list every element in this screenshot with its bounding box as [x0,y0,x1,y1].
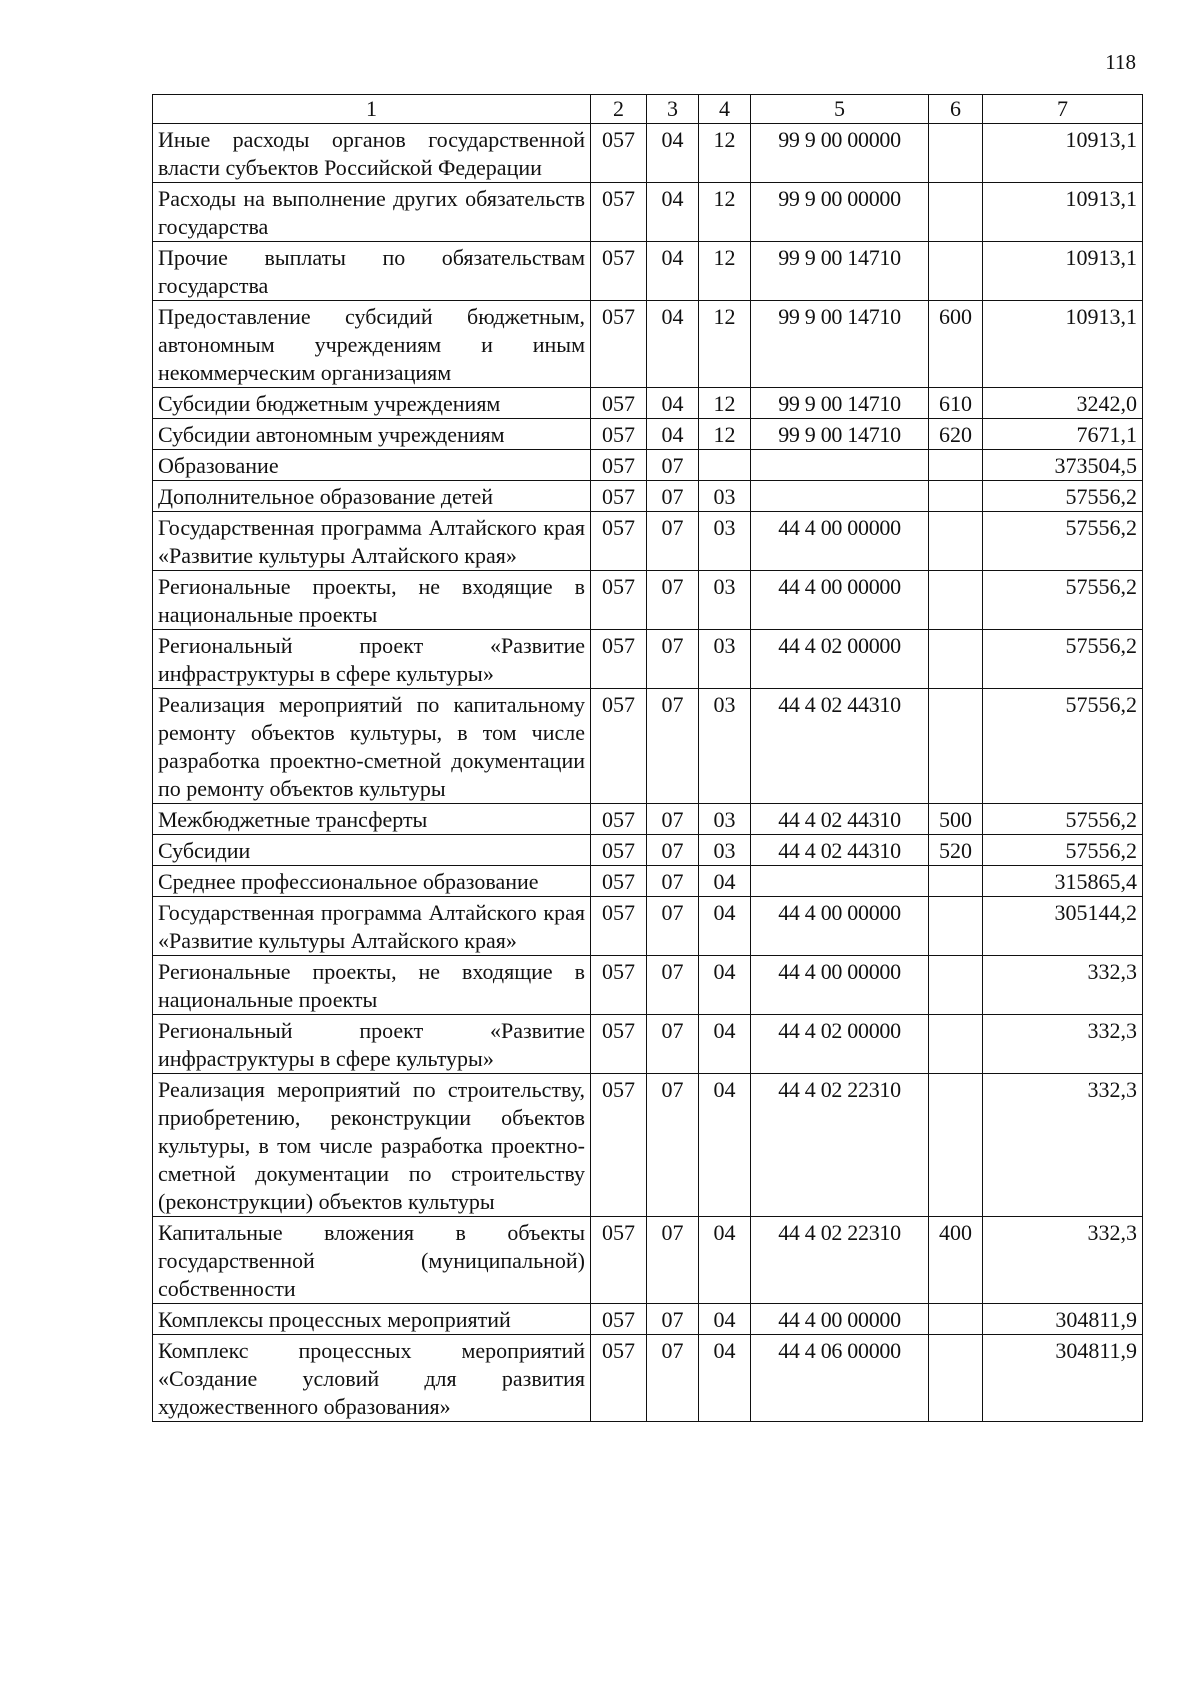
table-header-row [153,95,1143,124]
target-article-cell [751,866,929,897]
section-cell: 07 [647,630,699,689]
expense-type-cell [929,512,983,571]
expense-type-cell [929,1304,983,1335]
table-row [153,689,1143,804]
target-article-cell: 44 4 00 00000 [751,1304,929,1335]
amount-cell: 315865,4 [983,866,1143,897]
ministry-code-cell: 057 [591,512,647,571]
amount-cell: 57556,2 [983,481,1143,512]
header-col-5: 5 [751,95,929,124]
section-cell: 07 [647,866,699,897]
subsection-cell: 04 [699,956,751,1015]
subsection-cell: 04 [699,897,751,956]
ministry-code-cell: 057 [591,630,647,689]
expense-type-cell [929,897,983,956]
expense-type-cell [929,242,983,301]
subsection-cell: 12 [699,419,751,450]
table-row [153,183,1143,242]
section-cell: 04 [647,301,699,388]
name-cell: Прочие выплаты по обязательствам государства [153,242,591,301]
name-cell: Комплексы процессных мероприятий [153,1304,591,1335]
amount-cell: 57556,2 [983,512,1143,571]
expense-type-cell [929,956,983,1015]
budget-table [152,94,1143,1422]
subsection-cell: 03 [699,481,751,512]
ministry-code-cell: 057 [591,897,647,956]
header-col-7: 7 [983,95,1143,124]
section-cell: 07 [647,1335,699,1422]
target-article-cell: 99 9 00 00000 [751,124,929,183]
subsection-cell: 04 [699,1335,751,1422]
expense-type-cell [929,571,983,630]
subsection-cell: 12 [699,124,751,183]
table-row [153,1304,1143,1335]
ministry-code-cell: 057 [591,1015,647,1074]
amount-cell: 332,3 [983,1015,1143,1074]
expense-type-cell: 400 [929,1217,983,1304]
expense-type-cell: 500 [929,804,983,835]
ministry-code-cell: 057 [591,183,647,242]
subsection-cell: 04 [699,866,751,897]
ministry-code-cell: 057 [591,242,647,301]
amount-cell: 10913,1 [983,183,1143,242]
ministry-code-cell: 057 [591,866,647,897]
amount-cell: 57556,2 [983,630,1143,689]
subsection-cell: 03 [699,835,751,866]
amount-cell: 10913,1 [983,124,1143,183]
expense-type-cell: 610 [929,388,983,419]
section-cell: 07 [647,571,699,630]
amount-cell: 304811,9 [983,1304,1143,1335]
name-cell: Региональные проекты, не входящие в национальные проекты [153,571,591,630]
ministry-code-cell: 057 [591,388,647,419]
expense-type-cell [929,866,983,897]
section-cell: 07 [647,835,699,866]
ministry-code-cell: 057 [591,835,647,866]
name-cell: Дополнительное образование детей [153,481,591,512]
target-article-cell [751,481,929,512]
amount-cell: 10913,1 [983,242,1143,301]
name-cell: Реализация мероприятий по капитальному ремонту объектов культуры, в том числе разработка проектно-сметной документации по ремонту объектов культуры [153,689,591,804]
subsection-cell [699,450,751,481]
target-article-cell: 44 4 00 00000 [751,897,929,956]
target-article-cell: 44 4 02 22310 [751,1217,929,1304]
target-article-cell: 99 9 00 14710 [751,419,929,450]
expense-type-cell: 600 [929,301,983,388]
subsection-cell: 12 [699,183,751,242]
amount-cell: 7671,1 [983,419,1143,450]
amount-cell: 57556,2 [983,571,1143,630]
target-article-cell: 44 4 02 22310 [751,1074,929,1217]
amount-cell: 332,3 [983,1217,1143,1304]
table-row [153,804,1143,835]
table-row [153,956,1143,1015]
name-cell: Региональный проект «Развитие инфраструктуры в сфере культуры» [153,1015,591,1074]
expense-type-cell [929,481,983,512]
section-cell: 07 [647,481,699,512]
header-col-1: 1 [153,95,591,124]
section-cell: 07 [647,1074,699,1217]
expense-type-cell [929,450,983,481]
amount-cell: 57556,2 [983,689,1143,804]
expense-type-cell [929,1074,983,1217]
table-row [153,630,1143,689]
expense-type-cell [929,124,983,183]
target-article-cell: 44 4 06 00000 [751,1335,929,1422]
subsection-cell: 03 [699,630,751,689]
amount-cell: 57556,2 [983,804,1143,835]
table-row [153,835,1143,866]
target-article-cell: 44 4 02 44310 [751,804,929,835]
expense-type-cell [929,1015,983,1074]
header-col-3: 3 [647,95,699,124]
target-article-cell: 99 9 00 14710 [751,242,929,301]
target-article-cell: 44 4 00 00000 [751,956,929,1015]
amount-cell: 332,3 [983,956,1143,1015]
ministry-code-cell: 057 [591,1304,647,1335]
section-cell: 07 [647,1217,699,1304]
ministry-code-cell: 057 [591,124,647,183]
section-cell: 07 [647,897,699,956]
subsection-cell: 12 [699,388,751,419]
target-article-cell: 44 4 02 00000 [751,630,929,689]
amount-cell: 332,3 [983,1074,1143,1217]
section-cell: 07 [647,804,699,835]
table-row [153,512,1143,571]
target-article-cell: 99 9 00 00000 [751,183,929,242]
table-row [153,301,1143,388]
subsection-cell: 04 [699,1217,751,1304]
expense-type-cell [929,1335,983,1422]
header-col-2: 2 [591,95,647,124]
target-article-cell: 99 9 00 14710 [751,301,929,388]
section-cell: 07 [647,1015,699,1074]
name-cell: Государственная программа Алтайского края «Развитие культуры Алтайского края» [153,897,591,956]
target-article-cell: 44 4 00 00000 [751,571,929,630]
table-body [153,124,1143,1422]
expense-type-cell [929,183,983,242]
section-cell: 04 [647,183,699,242]
header-col-6: 6 [929,95,983,124]
expense-type-cell: 620 [929,419,983,450]
name-cell: Капитальные вложения в объекты государственной (муниципальной) собственности [153,1217,591,1304]
table-row [153,242,1143,301]
amount-cell: 304811,9 [983,1335,1143,1422]
page-number: 118 [1105,50,1136,74]
table-row [153,1217,1143,1304]
ministry-code-cell: 057 [591,956,647,1015]
table-row [153,1335,1143,1422]
name-cell: Субсидии бюджетным учреждениям [153,388,591,419]
section-cell: 04 [647,388,699,419]
amount-cell: 57556,2 [983,835,1143,866]
amount-cell: 305144,2 [983,897,1143,956]
expense-type-cell [929,630,983,689]
subsection-cell: 12 [699,242,751,301]
table-row [153,571,1143,630]
subsection-cell: 04 [699,1015,751,1074]
target-article-cell: 44 4 00 00000 [751,512,929,571]
section-cell: 07 [647,512,699,571]
table-row [153,481,1143,512]
name-cell: Межбюджетные трансферты [153,804,591,835]
target-article-cell [751,450,929,481]
header-col-4: 4 [699,95,751,124]
target-article-cell: 44 4 02 00000 [751,1015,929,1074]
name-cell: Иные расходы органов государственной власти субъектов Российской Федерации [153,124,591,183]
name-cell: Региональные проекты, не входящие в национальные проекты [153,956,591,1015]
table-row [153,388,1143,419]
subsection-cell: 03 [699,571,751,630]
ministry-code-cell: 057 [591,419,647,450]
name-cell: Субсидии автономным учреждениям [153,419,591,450]
ministry-code-cell: 057 [591,481,647,512]
section-cell: 07 [647,956,699,1015]
section-cell: 04 [647,419,699,450]
name-cell: Расходы на выполнение других обязательств государства [153,183,591,242]
table-row [153,1015,1143,1074]
ministry-code-cell: 057 [591,689,647,804]
subsection-cell: 12 [699,301,751,388]
amount-cell: 3242,0 [983,388,1143,419]
table-row [153,897,1143,956]
subsection-cell: 03 [699,512,751,571]
ministry-code-cell: 057 [591,1074,647,1217]
target-article-cell: 44 4 02 44310 [751,835,929,866]
section-cell: 07 [647,689,699,804]
ministry-code-cell: 057 [591,804,647,835]
name-cell: Субсидии [153,835,591,866]
target-article-cell: 99 9 00 14710 [751,388,929,419]
expense-type-cell [929,689,983,804]
name-cell: Образование [153,450,591,481]
section-cell: 04 [647,124,699,183]
table-row [153,419,1143,450]
section-cell: 07 [647,1304,699,1335]
target-article-cell: 44 4 02 44310 [751,689,929,804]
name-cell: Предоставление субсидий бюджетным, автономным учреждениям и иным некоммерческим организациям [153,301,591,388]
subsection-cell: 04 [699,1304,751,1335]
name-cell: Комплекс процессных мероприятий «Создание условий для развития художественного образования» [153,1335,591,1422]
table-row [153,124,1143,183]
table-row [153,1074,1143,1217]
amount-cell: 373504,5 [983,450,1143,481]
ministry-code-cell: 057 [591,571,647,630]
ministry-code-cell: 057 [591,450,647,481]
ministry-code-cell: 057 [591,301,647,388]
name-cell: Реализация мероприятий по строительству, приобретению, реконструкции объектов культуры, в том числе разработка проектно-сметной документации по строительству (реконструкции) объектов культуры [153,1074,591,1217]
name-cell: Региональный проект «Развитие инфраструктуры в сфере культуры» [153,630,591,689]
subsection-cell: 03 [699,804,751,835]
ministry-code-cell: 057 [591,1335,647,1422]
amount-cell: 10913,1 [983,301,1143,388]
section-cell: 07 [647,450,699,481]
section-cell: 04 [647,242,699,301]
table-row [153,450,1143,481]
expense-type-cell: 520 [929,835,983,866]
subsection-cell: 04 [699,1074,751,1217]
table-row [153,866,1143,897]
ministry-code-cell: 057 [591,1217,647,1304]
name-cell: Среднее профессиональное образование [153,866,591,897]
subsection-cell: 03 [699,689,751,804]
name-cell: Государственная программа Алтайского края «Развитие культуры Алтайского края» [153,512,591,571]
